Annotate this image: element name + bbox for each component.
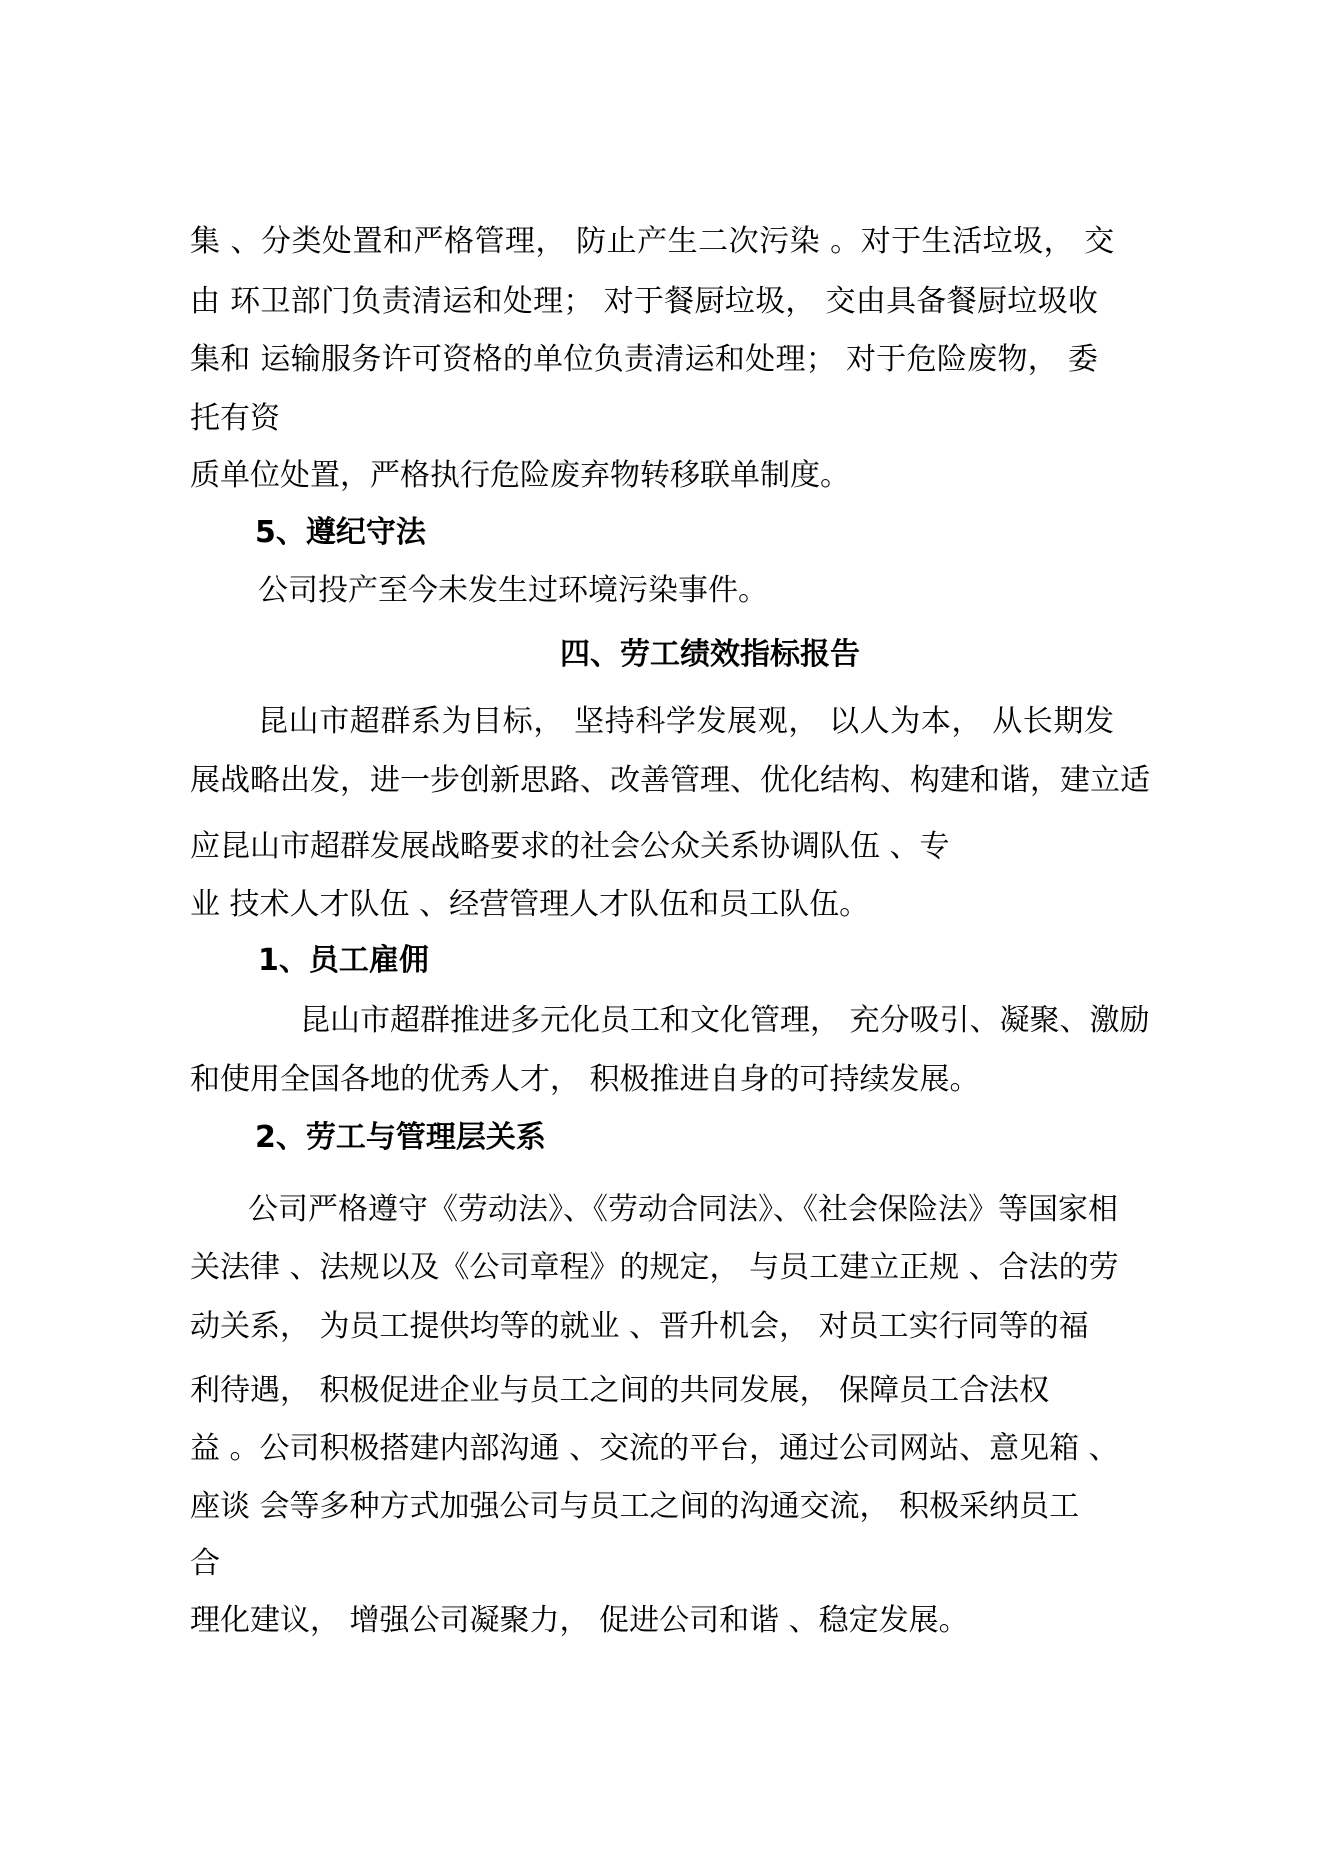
paragraph-line: 公司投产至今未发生过环境污染事件。	[258, 573, 768, 608]
paragraph-line: 合	[190, 1546, 220, 1581]
paragraph-line: 集 、分类处置和严格管理， 防止产生二次污染 。对于生活垃圾， 交	[190, 224, 1115, 259]
paragraph-line: 集和 运输服务许可资格的单位负责清运和处理； 对于危险废物， 委	[190, 342, 1099, 377]
subheading: 5、遵纪守法	[255, 515, 426, 550]
paragraph-line: 展战略出发，进一步创新思路、改善管理、优化结构、构建和谐，建立适	[190, 763, 1150, 798]
section-title: 四、劳工绩效指标报告	[560, 637, 860, 672]
paragraph-line: 理化建议， 增强公司凝聚力， 促进公司和谐 、稳定发展。	[190, 1603, 969, 1638]
paragraph-line: 应昆山市超群发展战略要求的社会公众关系协调队伍 、专	[190, 829, 950, 864]
subheading: 2、劳工与管理层关系	[255, 1120, 546, 1155]
paragraph-line: 关法律 、法规以及《公司章程》的规定， 与员工建立正规 、合法的劳	[190, 1250, 1119, 1285]
paragraph-line: 昆山市超群推进多元化员工和文化管理， 充分吸引、凝聚、激励	[300, 1003, 1150, 1038]
paragraph-line: 动关系， 为员工提供均等的就业 、晋升机会， 对员工实行同等的福	[190, 1309, 1089, 1344]
paragraph-line: 益 。公司积极搭建内部沟通 、交流的平台，通过公司网站、意见箱 、	[190, 1431, 1119, 1466]
paragraph-line: 由 环卫部门负责清运和处理； 对于餐厨垃圾， 交由具备餐厨垃圾收	[190, 284, 1099, 319]
paragraph-line: 昆山市超群系为目标， 坚持科学发展观， 以人为本， 从长期发	[258, 704, 1115, 739]
paragraph-line: 托有资	[190, 401, 280, 436]
paragraph-line: 座谈 会等多种方式加强公司与员工之间的沟通交流， 积极采纳员工	[190, 1489, 1080, 1524]
paragraph-line: 公司严格遵守《劳动法》、《劳动合同法》、《社会保险法》等国家相	[248, 1192, 1118, 1227]
paragraph-line: 业 技术人才队伍 、经营管理人才队伍和员工队伍。	[190, 887, 870, 922]
paragraph-line: 利待遇， 积极促进企业与员工之间的共同发展， 保障员工合法权	[190, 1373, 1050, 1408]
paragraph-line: 质单位处置，严格执行危险废弃物转移联单制度。	[190, 458, 850, 493]
paragraph-line: 和使用全国各地的优秀人才， 积极推进自身的可持续发展。	[190, 1062, 980, 1097]
subheading: 1、员工雇佣	[258, 943, 429, 978]
